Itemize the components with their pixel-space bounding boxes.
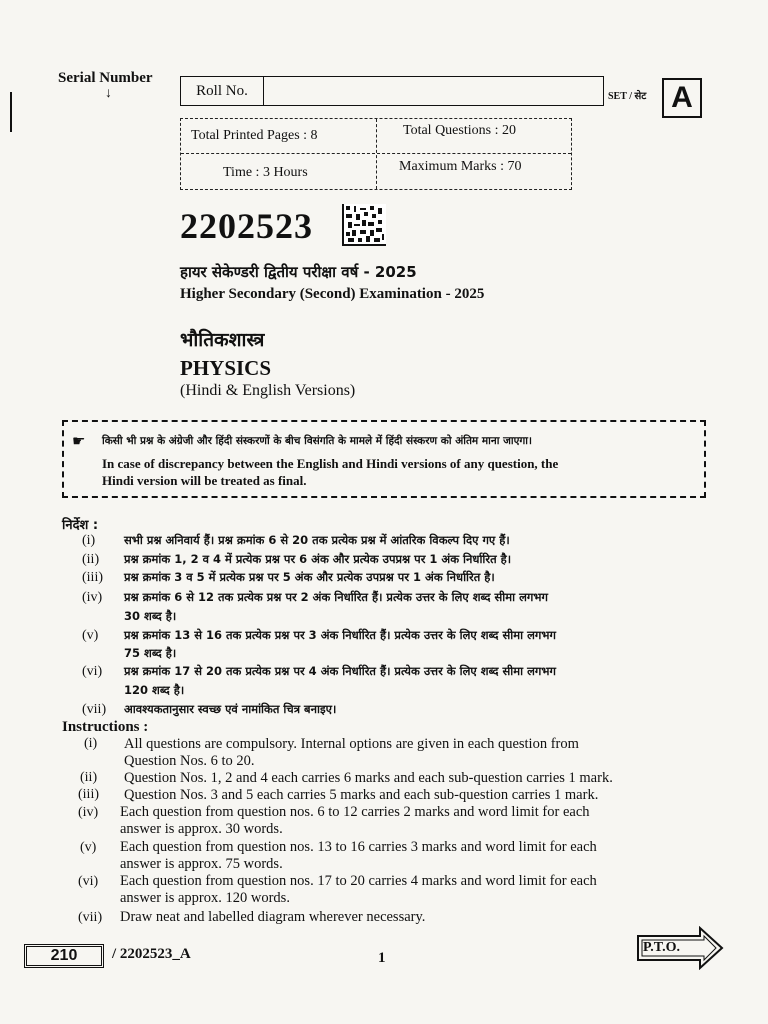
item-number: (vii) bbox=[82, 702, 107, 717]
total-questions: Total Questions : 20 bbox=[403, 123, 516, 138]
hindi-instruction: प्रश्न क्रमांक 13 से 16 तक प्रत्येक प्रश्न पर 3 अंक निर्धारित हैं। प्रत्येक उत्तर के लिए शब्द सीमा लगभग bbox=[124, 628, 556, 642]
hindi-instruction: प्रश्न क्रमांक 1, 2 व 4 में प्रत्येक प्रश्न पर 6 अंक और प्रत्येक उपप्रश्न पर 1 अंक निर्धारित है। bbox=[124, 552, 512, 566]
exam-title-hindi: हायर सेकेण्डरी द्वितीय परीक्षा वर्ष - 2025 bbox=[180, 263, 417, 281]
english-instruction-cont: Question Nos. 6 to 20. bbox=[124, 753, 255, 769]
exam-title-english: Higher Secondary (Second) Examination - 2025 bbox=[180, 286, 485, 302]
item-number: (ii) bbox=[82, 552, 100, 567]
item-number: (vi) bbox=[78, 874, 99, 889]
maximum-marks: Maximum Marks : 70 bbox=[399, 159, 522, 174]
item-number: (i) bbox=[82, 533, 96, 548]
english-instruction: Each question from question nos. 17 to 20 carries 4 marks and word limit for each bbox=[120, 873, 597, 889]
item-number: (iii) bbox=[78, 787, 99, 802]
item-number: (iii) bbox=[82, 570, 103, 585]
grid-divider bbox=[181, 153, 571, 154]
set-badge: A bbox=[662, 78, 702, 118]
hindi-instruction-cont: 30 शब्द है। bbox=[124, 609, 177, 623]
hindi-instruction: प्रश्न क्रमांक 6 से 12 तक प्रत्येक प्रश्न पर 2 अंक निर्धारित हैं। प्रत्येक उत्तर के लिए शब्द सीमा लगभग bbox=[124, 590, 548, 604]
paper-code: 2202523 bbox=[180, 206, 313, 246]
english-instruction-cont: answer is approx. 120 words. bbox=[120, 890, 290, 906]
item-number: (vi) bbox=[82, 664, 103, 679]
hindi-instruction: प्रश्न क्रमांक 17 से 20 तक प्रत्येक प्रश्न पर 4 अंक निर्धारित हैं। प्रत्येक उत्तर के लिए शब्द सीमा लगभग bbox=[124, 664, 556, 678]
english-instruction-cont: answer is approx. 30 words. bbox=[120, 821, 283, 837]
notice-hindi: किसी भी प्रश्न के अंग्रेजी और हिंदी संस्करणों के बीच विसंगति के मामले में हिंदी संस्करण को अंतिम माना जाएगा। bbox=[102, 435, 532, 447]
item-number: (iv) bbox=[78, 805, 99, 820]
roll-number-label: Roll No. bbox=[181, 77, 264, 105]
subject-english: PHYSICS bbox=[180, 356, 272, 380]
hindi-instruction: सभी प्रश्न अनिवार्य हैं। प्रश्न क्रमांक 6 से 20 तक प्रत्येक प्रश्न में आंतरिक विकल्प दिए गए हैं। bbox=[124, 533, 510, 547]
margin-bar bbox=[10, 92, 12, 132]
item-number: (i) bbox=[84, 736, 98, 751]
hindi-instruction: आवश्यकतानुसार स्वच्छ एवं नामांकित चित्र बनाइए। bbox=[124, 702, 337, 716]
roll-number-box bbox=[180, 76, 604, 106]
grid-divider bbox=[376, 119, 377, 189]
subject-hindi: भौतिकशास्त्र bbox=[180, 329, 265, 351]
item-number: (ii) bbox=[80, 770, 98, 785]
roll-number-input[interactable] bbox=[273, 81, 597, 101]
set-label: SET / सेट bbox=[608, 91, 647, 102]
footer-paper-code: / 2202523_A bbox=[112, 946, 191, 962]
english-instruction-cont: answer is approx. 75 words. bbox=[120, 856, 283, 872]
datamatrix-code-icon bbox=[342, 204, 386, 246]
notice-english-line: Hindi version will be treated as final. bbox=[102, 473, 307, 488]
page-number: 1 bbox=[378, 950, 386, 966]
pointing-hand-icon: ☛ bbox=[72, 434, 86, 450]
versions-note: (Hindi & English Versions) bbox=[180, 382, 356, 399]
english-instructions-heading: Instructions : bbox=[62, 719, 149, 735]
hindi-instruction-cont: 120 शब्द है। bbox=[124, 683, 185, 697]
pto-label: P.T.O. bbox=[643, 940, 680, 955]
total-pages: Total Printed Pages : 8 bbox=[191, 128, 318, 143]
item-number: (v) bbox=[82, 628, 99, 643]
paper-info-grid bbox=[180, 118, 572, 190]
hindi-instruction-cont: 75 शब्द है। bbox=[124, 646, 177, 660]
down-arrow-icon: ↓ bbox=[105, 86, 112, 101]
hindi-instruction: प्रश्न क्रमांक 3 व 5 में प्रत्येक प्रश्न पर 5 अंक और प्रत्येक उपप्रश्न पर 1 अंक निर्धारित है। bbox=[124, 570, 495, 584]
item-number: (vii) bbox=[78, 910, 103, 925]
footer-code-box: 210 bbox=[24, 944, 104, 968]
notice-english-line: In case of discrepancy between the English and Hindi versions of any question, the bbox=[102, 456, 559, 471]
item-number: (iv) bbox=[82, 590, 103, 605]
serial-number-label: Serial Number bbox=[58, 70, 153, 86]
english-instruction: Each question from question nos. 6 to 12 carries 2 marks and word limit for each bbox=[120, 804, 590, 820]
discrepancy-notice bbox=[62, 420, 706, 498]
english-instruction: Each question from question nos. 13 to 16 carries 3 marks and word limit for each bbox=[120, 839, 597, 855]
english-instruction: Draw neat and labelled diagram wherever necessary. bbox=[120, 909, 426, 925]
time-duration: Time : 3 Hours bbox=[223, 165, 308, 180]
english-instruction: All questions are compulsory. Internal options are given in each question from bbox=[124, 736, 579, 752]
english-instruction: Question Nos. 1, 2 and 4 each carries 6 marks and each sub-question carries 1 mark. bbox=[124, 770, 613, 786]
english-instruction: Question Nos. 3 and 5 each carries 5 marks and each sub-question carries 1 mark. bbox=[124, 787, 599, 803]
hindi-instructions-heading: निर्देश : bbox=[62, 518, 99, 533]
item-number: (v) bbox=[80, 840, 97, 855]
